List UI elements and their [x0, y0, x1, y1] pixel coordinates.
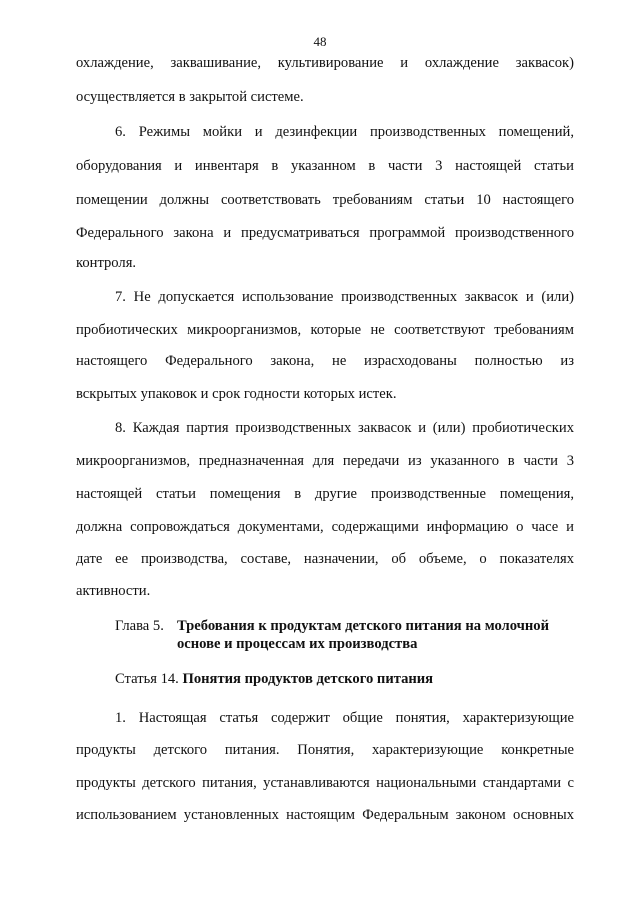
paragraph-8-line-5: дате ее производства, составе, назначении, об объеме, о показателях	[76, 551, 574, 567]
paragraph-7-line-3: настоящего Федерального закона, не израсходованы полностью из	[76, 353, 574, 369]
paragraph-8-line-2: микроорганизмов, предназначенная для передачи из указанного в части 3	[76, 453, 574, 469]
paragraph-8-line-1: 8. Каждая партия производственных заквасок и (или) пробиотических	[115, 420, 574, 436]
page-number: 48	[313, 34, 327, 49]
chapter-label: Глава 5.	[115, 618, 164, 634]
chapter-title-line-1: Требования к продуктам детского питания на молочной	[177, 618, 550, 634]
paragraph-7-line-1: 7. Не допускается использование производственных заквасок и (или)	[115, 289, 574, 305]
article-paragraph-1-line-2: продукты детского питания. Понятия, характеризующие конкретные	[76, 742, 574, 758]
paragraph-5-line-2: осуществляется в закрытой системе.	[76, 89, 304, 105]
chapter-title-line-2: основе и процессам их производства	[177, 636, 418, 652]
paragraph-7-line-2: пробиотических микроорганизмов, которые не соответствуют требованиям	[76, 322, 574, 338]
article-title: Понятия продуктов детского питания	[182, 671, 434, 687]
article-label: Статья 14.	[115, 671, 179, 687]
paragraph-8-line-4: должна сопровождаться документами, содержащими информацию о часе и	[76, 519, 574, 535]
article-paragraph-1-line-1: 1. Настоящая статья содержит общие понятия, характеризующие	[115, 710, 574, 726]
paragraph-6-line-3: помещении должны соответствовать требованиям статьи 10 настоящего	[76, 192, 574, 208]
paragraph-7-line-4: вскрытых упаковок и срок годности которых истек.	[76, 386, 397, 402]
paragraph-6-line-4: Федерального закона и предусматриваться программой производственного	[76, 225, 574, 241]
paragraph-8-line-3: настоящей статьи помещения в другие производственные помещения,	[76, 486, 574, 502]
article-paragraph-1-line-4: использованием установленных настоящим Федеральным законом основных	[76, 807, 574, 823]
paragraph-6-line-2: оборудования и инвентаря в указанном в части 3 настоящей статьи	[76, 158, 574, 174]
paragraph-8-line-6: активности.	[76, 583, 151, 599]
paragraph-6-line-1: 6. Режимы мойки и дезинфекции производственных помещений,	[115, 124, 574, 140]
paragraph-6-line-5: контроля.	[76, 255, 137, 271]
article-paragraph-1-line-3: продукты детского питания, устанавливаются национальными стандартами с	[76, 775, 574, 791]
article-heading	[115, 670, 433, 688]
paragraph-5-line-1: охлаждение, заквашивание, культивирование и охлаждение заквасок)	[76, 55, 574, 71]
